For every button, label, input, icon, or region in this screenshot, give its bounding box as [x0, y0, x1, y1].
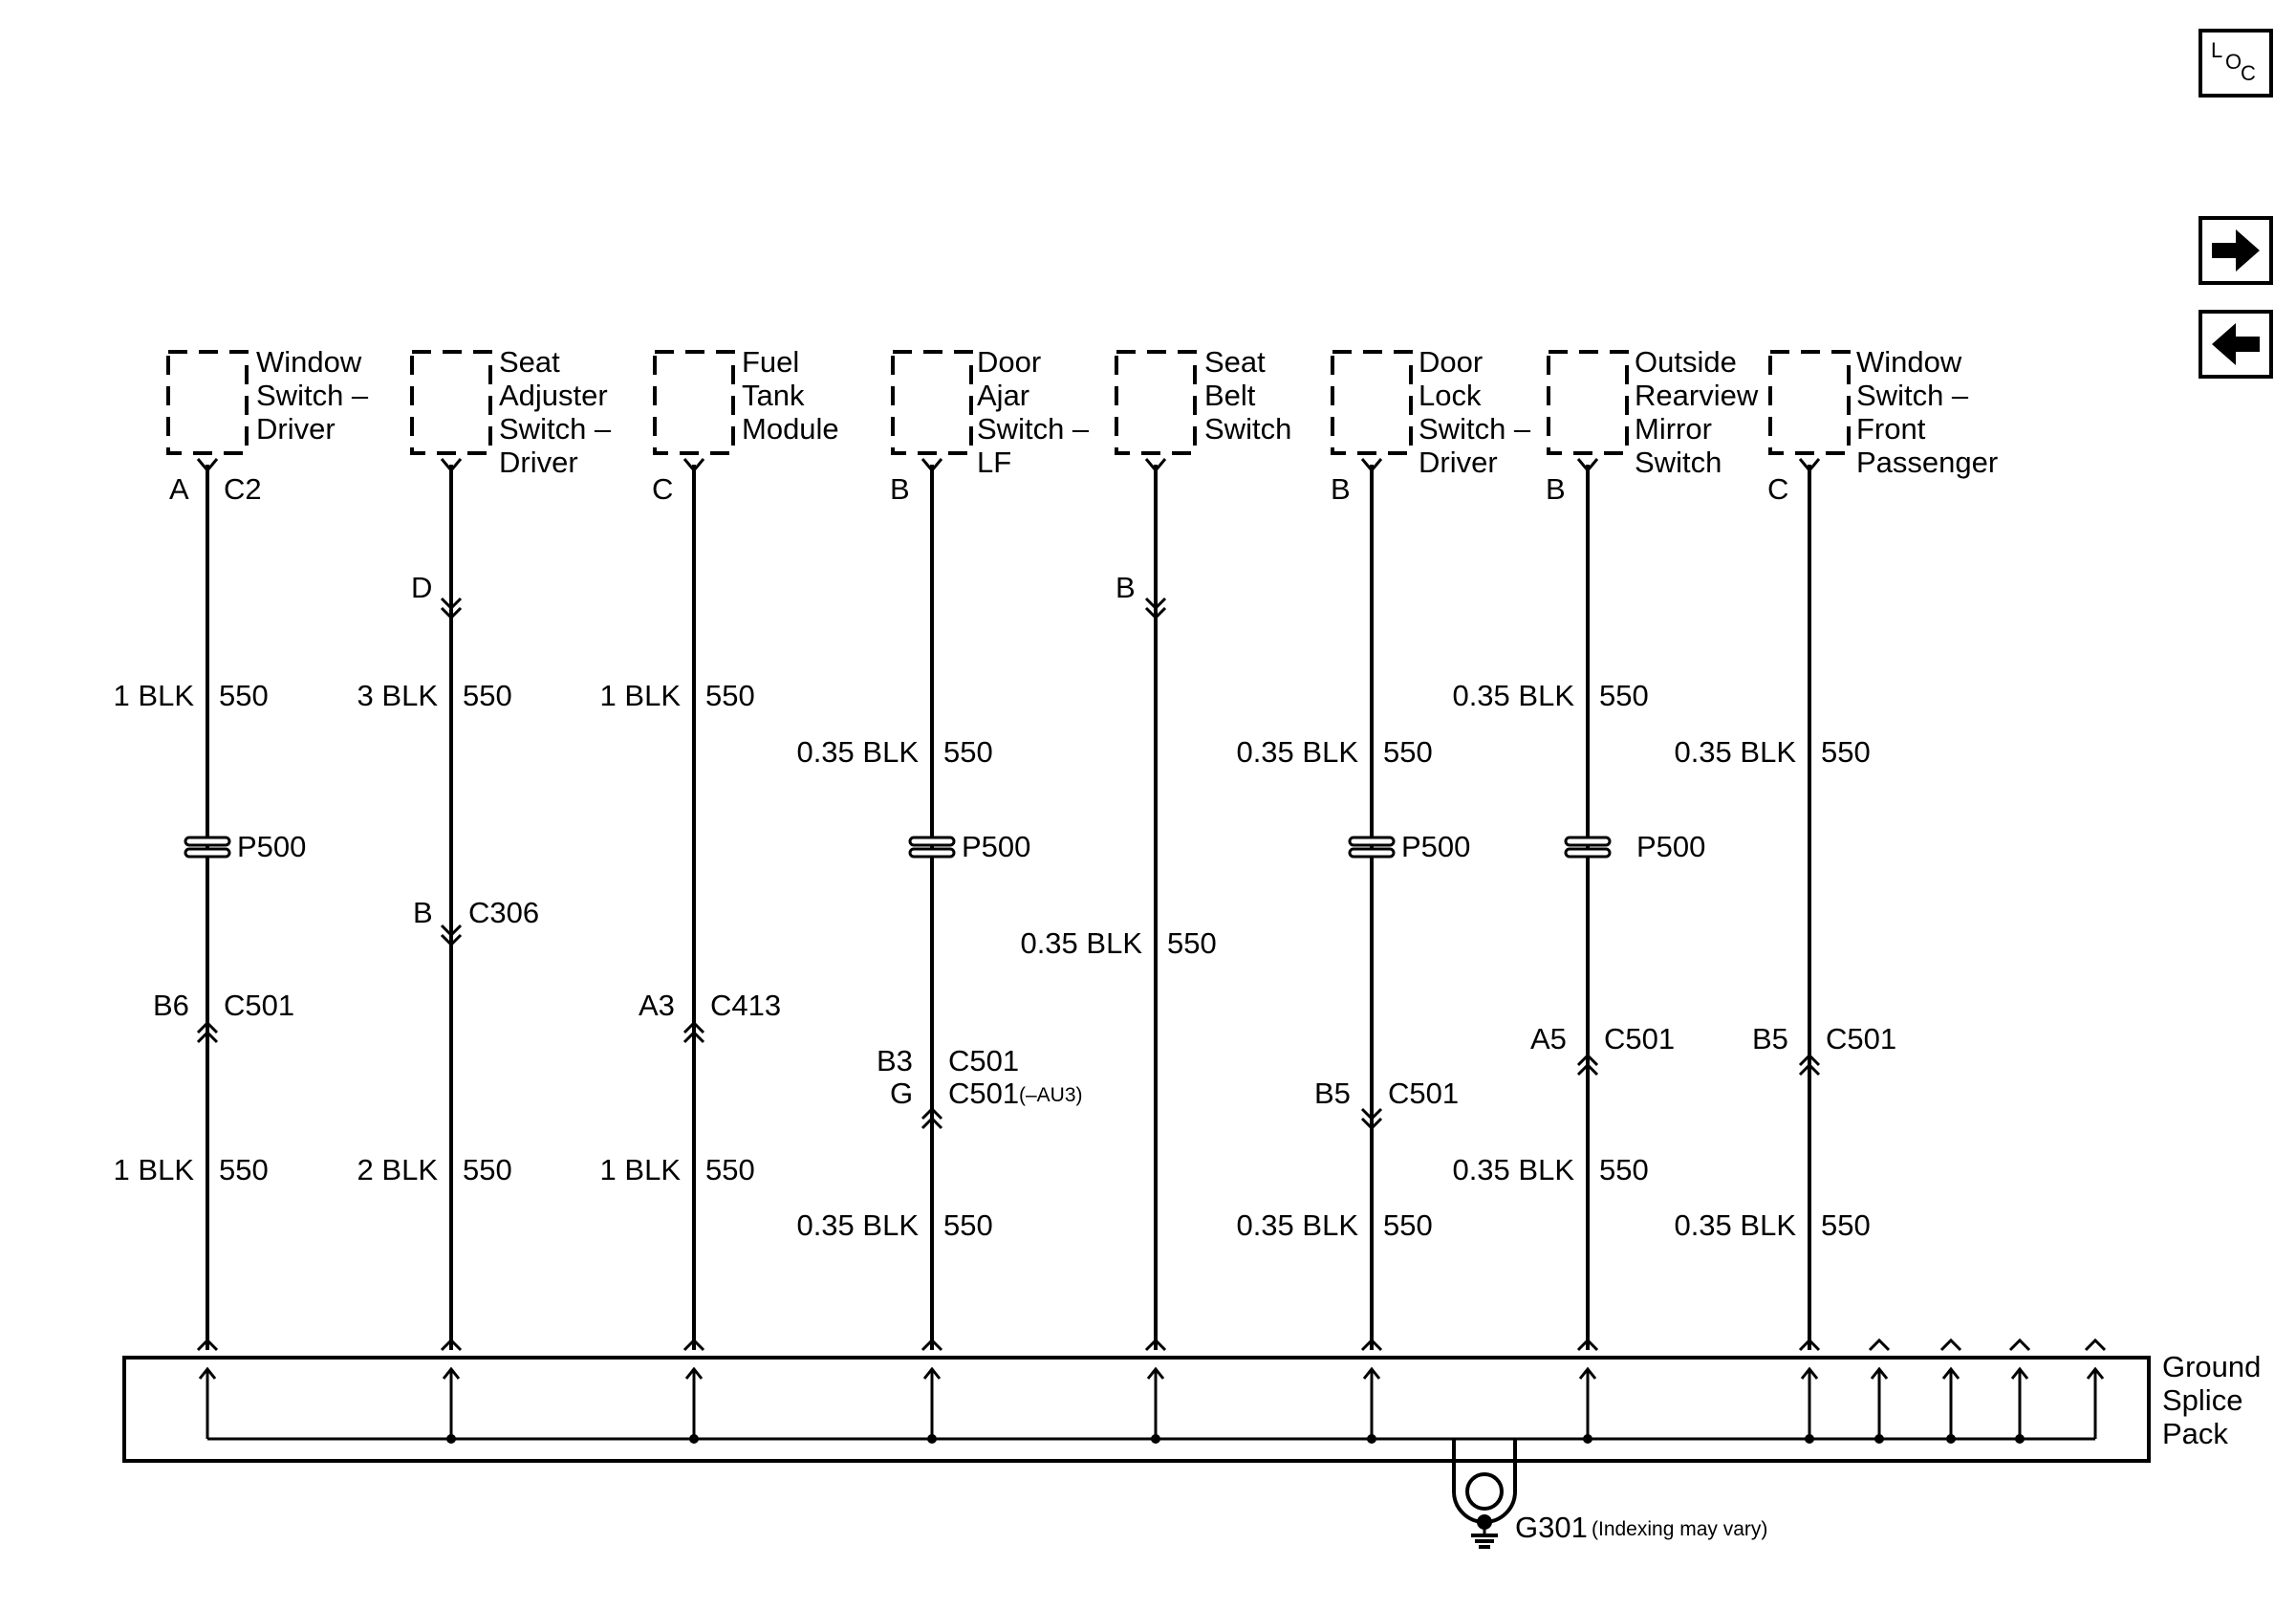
svg-text:Module: Module	[742, 412, 839, 446]
wire-3-bottom-circuit: 550	[705, 1153, 755, 1186]
pin-label-4: B	[890, 472, 910, 506]
inline-label-a3: A3	[639, 989, 675, 1022]
pin-label-3: C	[652, 472, 674, 506]
inline-label-g: G	[890, 1077, 914, 1110]
wire-4-bottom-size: 0.35 BLK	[796, 1208, 919, 1242]
inline-label-b3: B3	[877, 1044, 913, 1077]
wire-3-top-circuit: 550	[705, 679, 755, 712]
loc-button[interactable]	[2200, 31, 2271, 96]
component-label-2	[499, 345, 612, 479]
wire-8-top-circuit: 550	[1821, 735, 1871, 769]
component-box-1	[168, 352, 247, 453]
inline-label-b5-6: B5	[1314, 1077, 1351, 1110]
inline-label-b6: B6	[153, 989, 189, 1022]
svg-text:Window: Window	[256, 345, 362, 379]
component-box-3	[655, 352, 733, 453]
pin-label-1: A	[169, 472, 189, 506]
wire-1-bottom-circuit: 550	[219, 1153, 269, 1186]
ground-splice-pack	[124, 1358, 2149, 1461]
wire-2-bottom-size: 2 BLK	[357, 1153, 438, 1186]
wire-3-bottom-size: 1 BLK	[599, 1153, 681, 1186]
pin-label-8: C	[1767, 472, 1789, 506]
wire-6-top-circuit: 550	[1383, 735, 1433, 769]
inline-label-c501-8: C501	[1826, 1022, 1897, 1055]
component-label-6	[1419, 345, 1531, 479]
ground-splice-pack-label	[2162, 1350, 2261, 1450]
inline-label-b5-8: B5	[1752, 1022, 1788, 1055]
wire-7-bottom-size: 0.35 BLK	[1452, 1153, 1574, 1186]
ground-label: G301	[1515, 1511, 1588, 1544]
wire-1-top-circuit: 550	[219, 679, 269, 712]
component-box-5	[1116, 352, 1195, 453]
inline-label-c501-1: C501	[224, 989, 295, 1022]
wire-3-top-size: 1 BLK	[599, 679, 681, 712]
svg-text:Fuel: Fuel	[742, 345, 800, 379]
svg-text:Passenger: Passenger	[1856, 446, 1999, 479]
svg-text:Seat: Seat	[499, 345, 560, 379]
splice-p500-6	[1350, 830, 1470, 863]
connector-c2-label: C2	[224, 472, 262, 506]
wire-1-bottom-size: 1 BLK	[113, 1153, 194, 1186]
svg-text:Tank: Tank	[742, 379, 805, 412]
wire-4-top-circuit: 550	[943, 735, 993, 769]
svg-text:Driver: Driver	[1419, 446, 1498, 479]
splice-label-6: P500	[1401, 830, 1471, 863]
svg-text:Door: Door	[1419, 345, 1484, 379]
splice-p500-1	[185, 830, 306, 863]
svg-text:Splice: Splice	[2162, 1383, 2243, 1417]
wire-4-bottom-circuit: 550	[943, 1208, 993, 1242]
splice-p500-4	[910, 830, 1030, 863]
svg-text:Switch –: Switch –	[256, 379, 369, 412]
svg-text:Switch: Switch	[1204, 412, 1292, 446]
svg-text:Driver: Driver	[499, 446, 578, 479]
wire-2-top-size: 3 BLK	[357, 679, 438, 712]
wire-7-bottom-circuit: 550	[1599, 1153, 1649, 1186]
svg-text:Adjuster: Adjuster	[499, 379, 608, 412]
inline-label-c501-4b: C501	[948, 1077, 1020, 1110]
wire-8-bottom-size: 0.35 BLK	[1674, 1208, 1796, 1242]
wire-2-bottom-circuit: 550	[463, 1153, 512, 1186]
wire-5-circuit: 550	[1167, 926, 1217, 960]
wire-6-bottom-circuit: 550	[1383, 1208, 1433, 1242]
inline-label-seatbelt-b: B	[1116, 571, 1136, 604]
inline-label-a5: A5	[1530, 1022, 1567, 1055]
wire-2-top-circuit: 550	[463, 679, 512, 712]
wire-6-top-size: 0.35 BLK	[1236, 735, 1358, 769]
splice-pack-terminals	[198, 1340, 2105, 1350]
svg-text:Mirror: Mirror	[1635, 412, 1712, 446]
inline-label-d: D	[411, 571, 433, 604]
wire-4-top-size: 0.35 BLK	[796, 735, 919, 769]
wire-1-top-size: 1 BLK	[113, 679, 194, 712]
svg-text:Seat: Seat	[1204, 345, 1266, 379]
svg-text:Lock: Lock	[1419, 379, 1482, 412]
inline-label-c501-4a: C501	[948, 1044, 1020, 1077]
wire-labels	[114, 679, 1871, 1242]
component-box-4	[893, 352, 971, 453]
svg-text:Door: Door	[977, 345, 1042, 379]
previous-page-button[interactable]	[2200, 312, 2271, 377]
inline-label-c413: C413	[710, 989, 782, 1022]
wire-8-top-size: 0.35 BLK	[1674, 735, 1796, 769]
inline-label-c501-7: C501	[1604, 1022, 1676, 1055]
component-box-8	[1770, 352, 1849, 453]
splice-label-7: P500	[1636, 830, 1706, 863]
svg-text:Ajar: Ajar	[977, 379, 1030, 412]
svg-text:Switch –: Switch –	[499, 412, 612, 446]
loc-l-text: L	[2211, 38, 2223, 62]
splice-label-4: P500	[962, 830, 1031, 863]
svg-text:Rearview: Rearview	[1635, 379, 1759, 412]
inline-label-c306: C306	[468, 896, 540, 929]
component-label-1	[256, 345, 369, 446]
svg-text:Switch –: Switch –	[1856, 379, 1969, 412]
splice-label-1: P500	[237, 830, 307, 863]
component-label-8	[1856, 345, 1998, 479]
svg-text:Switch –: Switch –	[1419, 412, 1531, 446]
component-box-6	[1332, 352, 1411, 453]
wire-6-bottom-size: 0.35 BLK	[1236, 1208, 1358, 1242]
svg-text:Belt: Belt	[1204, 379, 1256, 412]
component-label-4	[977, 345, 1090, 479]
loc-o-text: O	[2225, 50, 2242, 74]
svg-text:Ground: Ground	[2162, 1350, 2262, 1383]
next-page-button[interactable]	[2200, 218, 2271, 283]
wire-5-size: 0.35 BLK	[1020, 926, 1142, 960]
ground-note: (Indexing may vary)	[1592, 1518, 1768, 1540]
svg-text:Front: Front	[1856, 412, 1926, 446]
inline-label-au3: (–AU3)	[1019, 1084, 1083, 1106]
svg-text:Window: Window	[1856, 345, 1962, 379]
wire-7-top-size: 0.35 BLK	[1452, 679, 1574, 712]
pin-label-6: B	[1331, 472, 1351, 506]
svg-text:Switch: Switch	[1635, 446, 1722, 479]
svg-text:Outside: Outside	[1635, 345, 1737, 379]
svg-text:LF: LF	[977, 446, 1012, 479]
pin-label-7: B	[1546, 472, 1566, 506]
loc-c-text: C	[2241, 61, 2256, 85]
wire-8-bottom-circuit: 550	[1821, 1208, 1871, 1242]
component-label-7	[1635, 345, 1759, 479]
component-box-7	[1549, 352, 1627, 453]
svg-text:Driver: Driver	[256, 412, 336, 446]
wire-7-top-circuit: 550	[1599, 679, 1649, 712]
component-label-3	[742, 345, 839, 446]
component-label-5	[1204, 345, 1291, 446]
svg-text:Pack: Pack	[2162, 1417, 2228, 1450]
svg-text:Switch –: Switch –	[977, 412, 1090, 446]
inline-label-c501-6: C501	[1388, 1077, 1460, 1110]
component-box-2	[412, 352, 490, 453]
inline-label-c306-pin: B	[413, 896, 433, 929]
